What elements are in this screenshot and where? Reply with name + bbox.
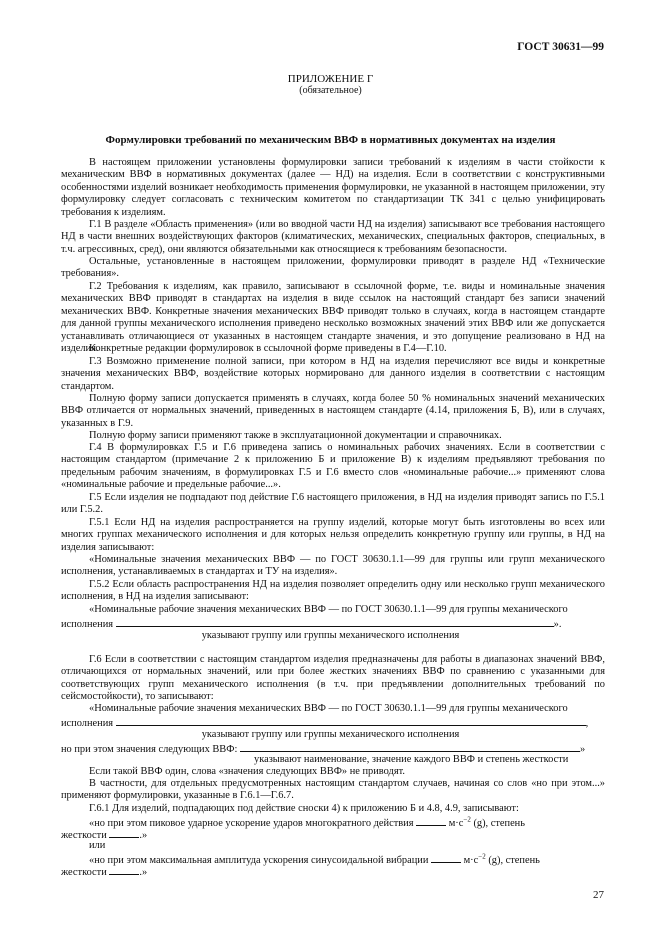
paragraph-refs: Конкретные редакции формулировок в ссылочной форме приведены в Г.4—Г.10. (89, 343, 447, 354)
paragraph-full-form: Полную форму записи допускается применять в случаях, когда более 50 % номинальных значений механических ВВФ отличается от нормальных значений, приведенных в настоящем стандарте (4.14, приложения Б, В), или в случаях, указанных в Г.9. (61, 393, 605, 429)
paragraph-g3: Г.3 Возможно применение полной записи, при котором в НД на изделия перечисляют все виды и конкретные значения механических ВВФ, воздействие которых нормировано для данного изделия в соответствии с настоящим стандартом. (61, 356, 605, 392)
form1-line1: «Номинальные рабочие значения механических ВВФ — по ГОСТ 30630.1.1—99 для группы механического (89, 604, 568, 615)
formula1-unit: м·с (448, 818, 464, 829)
form1-word: исполнения (61, 619, 114, 630)
formula1-severity-blank (109, 827, 139, 838)
page-number: 27 (593, 889, 604, 901)
paragraph-g5-1: Г.5.1 Если НД на изделия распространяется на группу изделий, которые могут быть изготовлены во всех или многих группах механического исполнения и для которых нельзя определить конкретную группу или группы, в НД на изделия записывают: (61, 517, 605, 553)
formula1-exp: −2 (463, 815, 471, 824)
form2-blank2 (240, 741, 580, 752)
formula1-tail: (g), степень (473, 818, 525, 829)
paragraph-one-vvf: Если такой ВВФ один, слова «значения следующих ВВФ» не приводят. (89, 766, 405, 777)
formula2-severity: жесткости (61, 867, 107, 878)
paragraph-g2: Г.2 Требования к изделиям, как правило, записывают в ссылочной форме, т.е. виды и номинальные значения механических ВВФ приводят в стандартах на изделия в виде ссылок на настоящий стандарт без записи значений механических ВВФ. Конкретные значения механических ВВФ приводят только в случаях, когда в настоящем стандарте для данной группы механического исполнения приведено несколько возможных значений этих ВВФ или же допускается устанавливать отличающиеся от указанных в настоящем стандарте значения, и это допущение реализовано в НД на изделия. (61, 281, 605, 355)
paragraph-g5-1-quote: «Номинальные значения механических ВВФ — по ГОСТ 30630.1.1—99 для группы или групп механического исполнения, устанавливаемых в стандартах и ТУ на изделия». (61, 554, 605, 578)
formula1-blank (416, 815, 446, 826)
paragraph-g4: Г.4 В формулировках Г.5 и Г.6 приведена запись о номинальных рабочих значениях. Если в соответствии с настоящим стандартом (примечание 2 к приложению Б и приложение В) к изделиям предъявляют требования по предельным рабочим значениям, в формулировках Г.5 и Г.6 вместо слов «номинальные рабочие...» применяют слова «номинальные рабочие и предельные рабочие...». (61, 442, 605, 491)
form2-word: исполнения (61, 718, 114, 729)
form2-line1: «Номинальные рабочие значения механических ВВФ — по ГОСТ 30630.1.1—99 для группы механического (89, 703, 568, 714)
form2-blank (116, 715, 586, 726)
appendix-title: ПРИЛОЖЕНИЕ Г (287, 73, 374, 85)
paragraph-g1: Г.1 В разделе «Область применения» (или во вводной части НД на изделия) записывают все требования настоящего НД в части внешних воздействующих факторов (климатических, механических, специальных факторов, специальных, в т.ч. агрессивных, сред), они являются обязательными как относящиеся к требованиям безопасности. (61, 219, 605, 255)
paragraph-g5-2: Г.5.2 Если область распространения НД на изделия позволяет определить одну или несколько групп механического исполнения, в НД на изделия записывают: (61, 579, 605, 603)
paragraph-full-form-also: Полную форму записи применяют также в эксплуатационной документации и справочниках. (89, 430, 502, 441)
appendix-note: (обязательное) (299, 85, 362, 96)
form1-blank (116, 616, 554, 627)
document-title: Формулировки требований по механическим ВВФ в нормативных документах на изделия (105, 134, 556, 146)
formula2-severity-blank (109, 864, 139, 875)
paragraph-particular: В частности, для отдельных предусмотренных настоящим стандартом случаев, начиная со слов «но при этом...» применяют формулировки, указанные в Г.6.1—Г.6.7. (61, 778, 605, 802)
formula1-line1 (89, 815, 525, 830)
formula2-blank (431, 852, 461, 863)
form1-end: ». (553, 619, 562, 630)
form2-end2: » (579, 744, 586, 755)
or-word: или (89, 840, 106, 851)
formula1-severity: жесткости (61, 830, 107, 841)
formula2-line2 (61, 864, 147, 879)
formula2-exp: −2 (478, 852, 486, 861)
form1-caption: указывают группу или группы механического исполнения (201, 630, 460, 641)
formula2-tail: (g), степень (488, 855, 540, 866)
formula2-end: .» (139, 867, 148, 878)
form2-end: , (585, 718, 589, 729)
formula2-unit: м·с (463, 855, 479, 866)
form2-caption2: указывают наименование, значение каждого ВВФ и степень жесткости (254, 754, 569, 765)
standard-header: ГОСТ 30631—99 (517, 41, 604, 53)
paragraph-g5: Г.5 Если изделия не подпадают под действие Г.6 настоящего приложения, в НД на изделия приводят запись по Г.5.1 или Г.5.2. (61, 492, 605, 516)
paragraph-g6-1: Г.6.1 Для изделий, подпадающих под действие сноски 4) к приложению Б и 4.8, 4.9, записывают: (89, 803, 519, 814)
formula1-text: «но при этом пиковое ударное ускорение ударов многократного действия (89, 818, 414, 829)
intro-paragraph: В настоящем приложении установлены формулировки записи требований к изделиям в части стойкости к механическим ВВФ в нормативных документах (далее — НД) на изделия. Если в соответствии с конструктивными особенностями изделий возникает необходимость применения формулировки, не указанной в настоящем приложении, эту формулировку следует согласовать с техническим комитетом по стандартизации ТК 341 с целью унифицировать требования к изделиям. (61, 157, 605, 218)
paragraph-other: Остальные, установленные в настоящем приложении, формулировки приводят в разделе НД «Технические требования». (61, 256, 605, 280)
form2-caption1: указывают группу или группы механического исполнения (201, 729, 460, 740)
formula2-line1 (89, 852, 540, 867)
formula2-text: «но при этом максимальная амплитуда ускорения синусоидальной вибрации (89, 855, 429, 866)
form2-line3-text: но при этом значения следующих ВВФ: (61, 744, 238, 755)
formula1-end: .» (139, 830, 148, 841)
paragraph-g6: Г.6 Если в соответствии с настоящим стандартом изделия предназначены для работы в диапазонах значений ВВФ, отличающихся от нормальных значений, или при более жестких значениях ВВФ по сравнению с указанными для соответствующих групп механического исполнения (в т.ч. при предъявлении дополнительных требований по сейсмостойкости), то записывают: (61, 654, 605, 703)
